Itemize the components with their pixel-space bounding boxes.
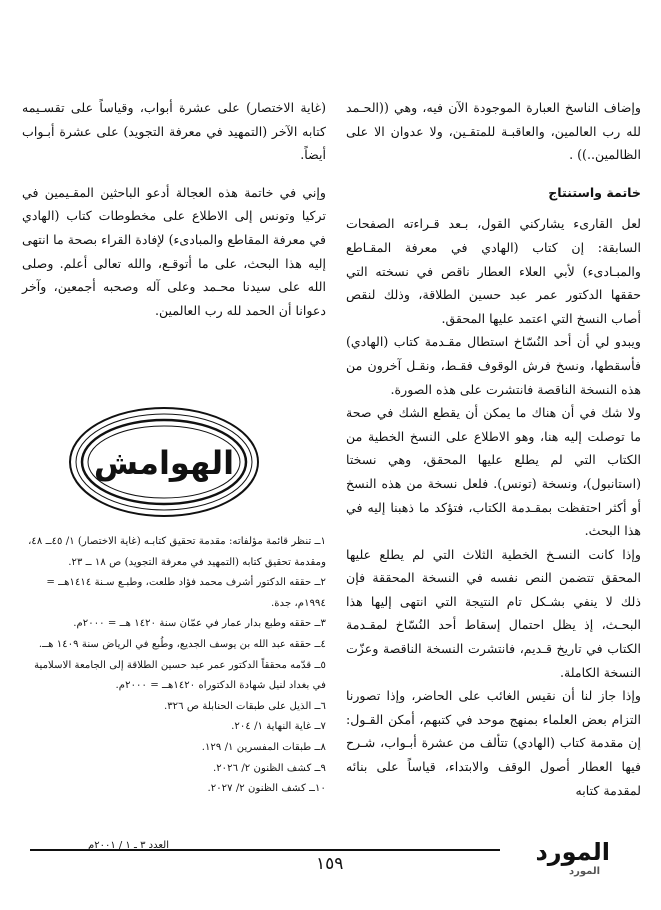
footnotes-emblem (67, 404, 261, 520)
journal-logo (500, 840, 610, 884)
footnotes-list (22, 532, 326, 800)
page-footer (30, 840, 645, 884)
footnote: ٩ــ كشف الظنون ٢/ ٢٠٢٦. (212, 762, 326, 774)
page-number: ١٥٩ (316, 854, 344, 874)
footnote: ٨ــ طبقات المفسرين ١/ ١٢٩. (201, 741, 326, 753)
right-column (346, 96, 641, 802)
footnote: ١ــ تنظر قائمة مؤلفاته: مقدمة تحقيق كتابـه (غاية الاختصار) ١/ ٤٥ــ ٤٨، ومقدمة تحقيق كتابه (التمهيد في معرفة التجويد) ص ١٨ ــ ٢٣. (28, 536, 326, 568)
footnote: ٥ــ قدّمه محققاً الدكتور عمر عبد حسين الطلاقة إلى الجامعة الاسلامية في بغداد لنيل شهادة الدكتوراه ١٤٢٠هــ = ٢٠٠٠م. (34, 659, 326, 692)
logo-subtext: المورد (568, 866, 600, 877)
footnote: ٣ــ حققه وطبع بدار عمار في عمّان سنة ١٤٢٠ هــ = ٢٠٠٠م. (73, 618, 326, 630)
section-heading: خاتمة واستنتاج (548, 184, 641, 200)
footnote: ٧ــ غاية النهاية ١/ ٢٠٤. (231, 721, 326, 733)
paragraph: ويبدو لي أن أحد النُسّاخ استطال مقـدمة كتاب (الهادي) فأسقطها، ونسخ فرش الوقوف فقـط، ونقـل آخرون من هذه النسخة الناقصة فانتشرت على هذه الصورة. (346, 334, 641, 397)
footnote: ١٠ــ كشف الظنون ٢/ ٢٠٢٧. (207, 783, 326, 795)
issue-label: العدد ٣ ـ ١ / ٢٠٠١م (88, 840, 169, 851)
footnotes-title: الهوامش (93, 444, 235, 482)
footnote: ٤ــ حققه عبد الله بن يوسف الجديع، وطُبع في الرياض سنة ١٤٠٩ هــ. (38, 638, 326, 650)
paragraph: ولا شك في أن هناك ما يمكن أن يقطع الشك في صحة ما توصلت إليه هنا، وهو الاطلاع على النسخ الخطية من الكتاب التي لم يطلع عليها المحقق، وهي نسختا (استانبول)، ونسخة (تونس). فلعل نسخة من هذه النسخ أو أكثر احتفظت بمقـدمة الكتاب، فتؤكد ما ذهبنا إليه في هذا البحث. (346, 405, 641, 539)
footnote: ٢ــ حققه الدكتور أشرف محمد فؤاد طلعت، وطبـع سـنة ١٤١٤هــ = ١٩٩٤م، جدة. (46, 577, 326, 609)
paragraph: لعل القارىء يشاركني القول، بـعد قـراءته الصفحات السابقة: إن كتاب (الهادي في معرفة المقـاطع والمبـادىء) لأبي العلاء العطار ناقص في نسخته التي حققها الدكتور عمر عبد حسين الطلاقة، وذلك لنقص أصاب النسخ التي اعتمد عليها المحقق. (346, 216, 641, 326)
paragraph: (غاية الاختصار) على عشرة أبواب، وقياساً على تقسـيمه كتابه الآخر (التمهيد في معرفة التجويد) على عشرة أبـواب أيضاً. (22, 100, 326, 163)
paragraph: وإذا كانت النسـخ الخطية الثلاث التي لم يطلع عليها المحقق تتضمن النص نفسه في النسخة المحققة فإن ذلك لا ينفي بشـكل تام النتيجة التي انتهى إليها هذا البحـث، إذ يظل احتمال إسقاط أحد النُسّاخ لمقـدمة الكتاب في تاريخ قـديم، فانتشرت النسخة الناقصة وعزّت النسخة الكاملة. (346, 546, 641, 680)
left-column (22, 96, 326, 322)
paragraph: وإضاف الناسخ العبارة الموجودة الآن فيه، وهي ((الحـمد لله رب العالمين، والعاقبـة للمتقـين، ولا عدوان الا على الظالمين..)) . (346, 100, 641, 163)
footnote: ٦ــ الذيل على طبقات الحنابلة ص ٣٢٦. (163, 700, 326, 712)
logo-text: المورد (535, 838, 610, 866)
paragraph: وإذا جاز لنا أن نقيس الغائب على الحاضر، وإذا تصورنا التزام بعض العلماء بمنهج موحد في كتبهم، أمكن القـول: إن مقدمة كتاب (الهادي) تتألف من عشرة أبـواب، شـرح فيها العطار أصول الوقف والابتداء، قياساً على بنائه لمقدمة كتابه (346, 688, 641, 798)
paragraph: وإني في خاتمة هذه العجالة أدعو الباحثين المقـيمين في تركيا وتونس إلى الاطلاع على مخطوطات كتاب (الهادي في معرفة المقاطع والمبادىء) لإفادة القراء بصحة ما انتهى إليه هذا البحث، على ما أتوقـع، والله تعالى أعلم. وصلى الله على سيدنا محـمد وعلى آله وصحبه أجمعين، وآخر دعوانا أن الحمد لله رب العالمين. (22, 184, 326, 318)
